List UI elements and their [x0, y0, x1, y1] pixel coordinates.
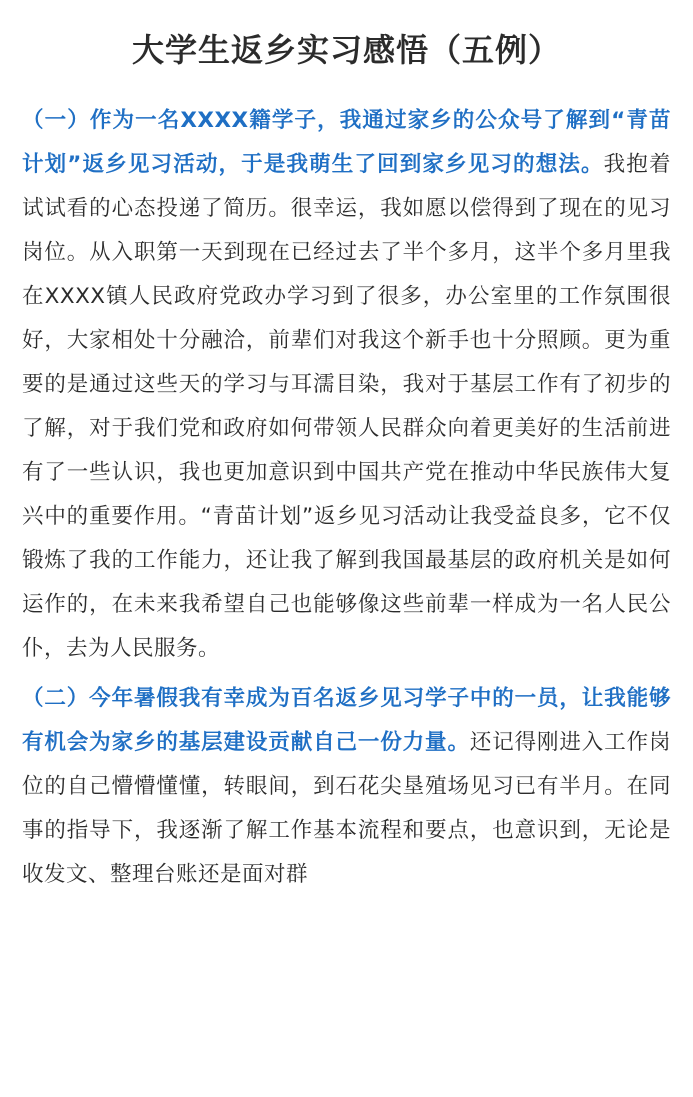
paragraph-2-highlight: （二）今年暑假我有幸成为百名返乡见习学子中的一员，让我能够有机会为家乡的基层建设贡献自己一份力量。: [22, 685, 671, 755]
page-title: 大学生返乡实习感悟（五例）: [131, 31, 561, 69]
paragraph-1-highlight: （一）作为一名XXXX籍学子，我通过家乡的公众号了解到“青苗计划”返乡见习活动，于是我萌生了回到家乡见习的想法。: [22, 107, 671, 177]
paragraph-1: [22, 99, 671, 671]
paragraph-2-body: 还记得刚进入工作岗位的自己懵懵懂懂，转眼间，到石花尖垦殖场见习已有半月。在同事的指导下，我逐渐了解工作基本流程和要点，也意识到，无论是收发文、整理台账还是面对群: [22, 729, 671, 887]
paragraph-1-body: 我抱着试试看的心态投递了简历。很幸运，我如愿以偿得到了现在的见习岗位。从入职第一天到现在已经过去了半个多月，这半个多月里我在XXXX镇人民政府党政办学习到了很多，办公室里的工作氛围很好，大家相处十分融洽，前辈们对我这个新手也十分照顾。更为重要的是通过这些天的学习与耳濡目染，我对于基层工作有了初步的了解，对于我们党和政府如何带领人民群众向着更美好的生活前进有了一些认识，我也更加意识到中国共产党在推动中华民族伟大复兴中的重要作用。“青苗计划”返乡见习活动让我受益良多，它不仅锻炼了我的工作能力，还让我了解到我国最基层的政府机关是如何运作的，在未来我希望自己也能够像这些前辈一样成为一名人民公仆，去为人民服务。: [22, 151, 671, 661]
paragraph-2: [22, 677, 671, 897]
